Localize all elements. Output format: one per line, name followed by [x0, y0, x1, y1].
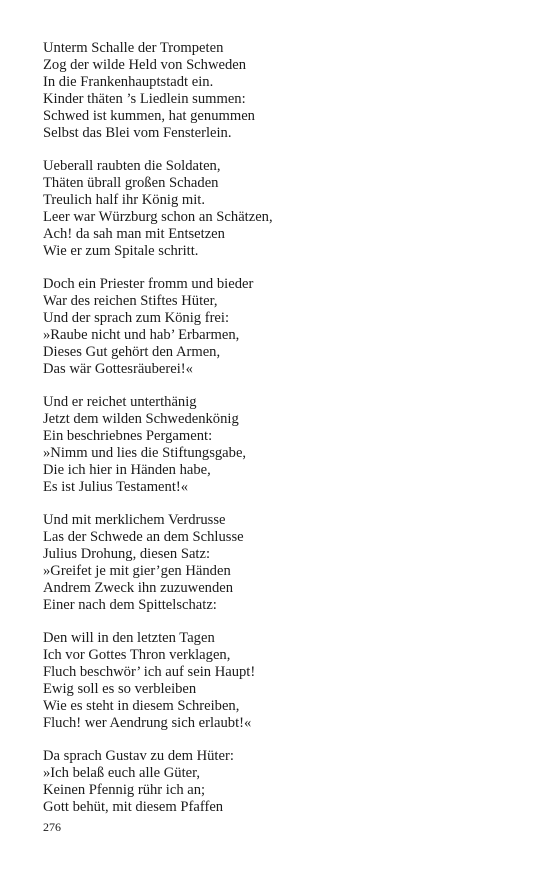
- poem-line: Fluch beschwör’ ich auf sein Haupt!: [43, 663, 256, 680]
- poem-line: »Greifet je mit gier’gen Händen: [43, 562, 231, 579]
- poem-line: Da sprach Gustav zu dem Hüter:: [43, 748, 234, 765]
- poem-line: Leer war Würzburg schon an Schätzen,: [43, 208, 273, 225]
- poem-line: »Raube nicht und hab’ Erbarmen,: [43, 326, 240, 343]
- poem-line: Las der Schwede an dem Schlusse: [43, 529, 244, 546]
- stanza: [43, 748, 513, 816]
- poem-line: Einer nach dem Spittelschatz:: [43, 596, 217, 613]
- poem-line: Jetzt dem wilden Schwedenkönig: [43, 411, 239, 427]
- poem-line: Doch ein Priester fromm und bieder: [43, 276, 254, 293]
- poem-line: War des reichen Stiftes Hüter,: [43, 292, 218, 309]
- poem-line: Kinder thäten ’s Liedlein summen:: [43, 90, 246, 107]
- poem-line: Treulich half ihr König mit.: [43, 191, 206, 208]
- stanza: [43, 512, 513, 613]
- poem-line: Das wär Gottesräuberei!«: [43, 360, 193, 377]
- poem-line: Thäten übrall großen Schaden: [43, 174, 219, 191]
- poem-line: Ich vor Gottes Thron verklagen,: [43, 647, 231, 664]
- poem-line: Es ist Julius Testament!«: [43, 478, 189, 495]
- poem-line: Und mit merklichem Verdrusse: [43, 512, 226, 529]
- poem-line: Und er reichet unterthänig: [43, 394, 197, 411]
- poem-line: Ein beschriebnes Pergament:: [43, 427, 213, 444]
- stanza: [43, 630, 513, 731]
- poem-line: Fluch! wer Aendrung sich erlaubt!«: [43, 714, 252, 731]
- poem-line: Gott behüt, mit diesem Pfaffen: [43, 798, 224, 815]
- poem-line: Wie er zum Spitale schritt.: [43, 242, 199, 259]
- poem-line: Andrem Zweck ihn zuzuwenden: [43, 579, 234, 596]
- poem-line: Ueberall raubten die Soldaten,: [43, 158, 221, 175]
- poem-line: Den will in den letzten Tagen: [43, 630, 215, 647]
- poem-line: Ewig soll es so verbleiben: [43, 680, 197, 697]
- page-number: 276: [43, 820, 61, 834]
- poem-line: Wie es steht in diesem Schreiben,: [43, 697, 240, 714]
- poem-line: Und der sprach zum König frei:: [43, 309, 230, 326]
- poem-line: Zog der wilde Held von Schweden: [43, 56, 247, 73]
- poem-line: Unterm Schalle der Trompeten: [43, 40, 224, 56]
- poem-line: Ach! da sah man mit Entsetzen: [43, 225, 225, 242]
- stanza: [43, 276, 513, 377]
- poem-line: Die ich hier in Händen habe,: [43, 461, 211, 478]
- poem-line: Keinen Pfennig rühr ich an;: [43, 782, 206, 798]
- poem-line: In die Frankenhauptstadt ein.: [43, 73, 214, 90]
- poem-line: Julius Drohung, diesen Satz:: [43, 545, 211, 562]
- poem-line: »Ich belaß euch alle Güter,: [43, 765, 201, 782]
- poem-line: Schwed ist kummen, hat genummen: [43, 107, 255, 124]
- stanza: [43, 394, 513, 495]
- poem-line: Selbst das Blei vom Fensterlein.: [43, 124, 232, 141]
- stanza: [43, 158, 513, 259]
- poem-text: [43, 40, 513, 832]
- poem-line: Dieses Gut gehört den Armen,: [43, 343, 221, 360]
- stanza: [43, 40, 513, 141]
- poem-line: »Nimm und lies die Stiftungsgabe,: [43, 444, 247, 461]
